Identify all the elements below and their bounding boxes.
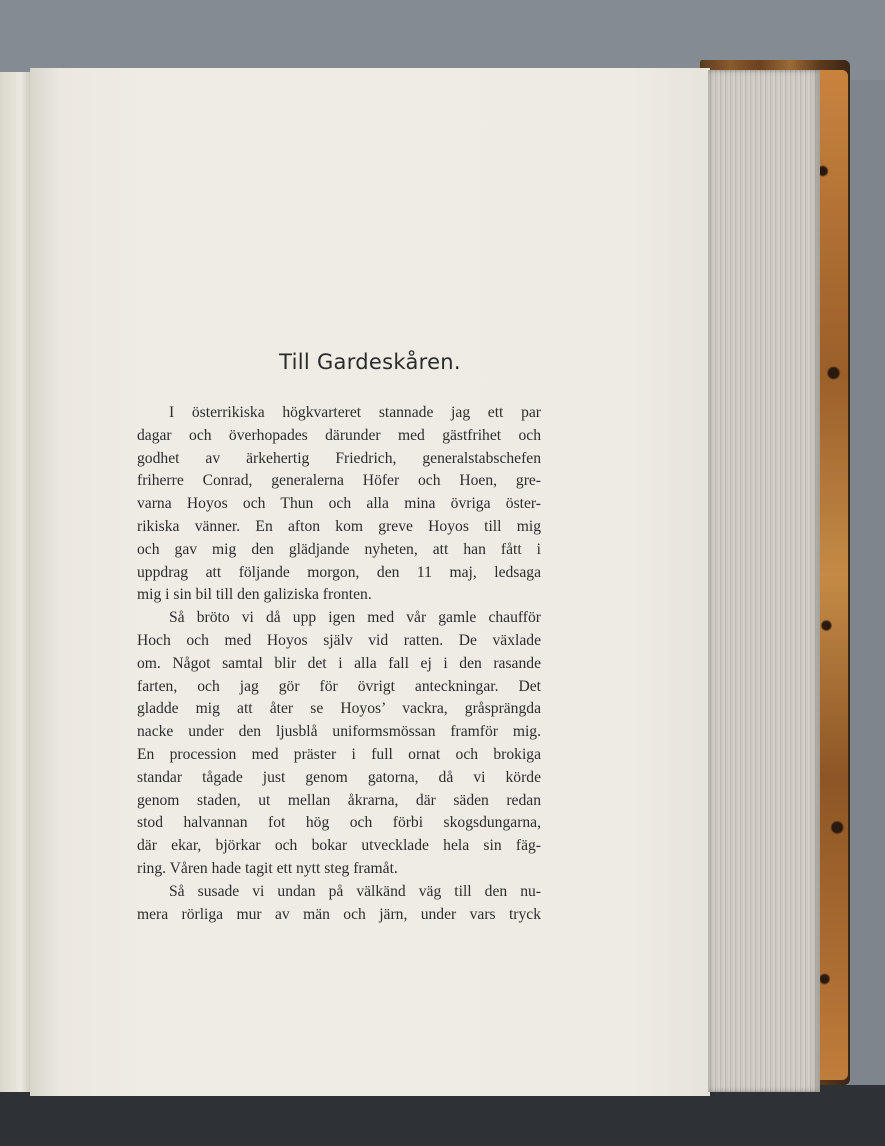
text-line: varna Hoyos och Thun och alla mina övriga öster-: [137, 495, 541, 513]
text-line: uppdrag att följande morgon, den 11 maj, ledsaga: [137, 563, 541, 581]
text-line: friherre Conrad, generalerna Höfer och Hoen, gre-: [137, 472, 541, 490]
text-line: och gav mig den glädjande nyheten, att han fått i: [137, 540, 541, 558]
text-line: Hoch och med Hoyos själv vid ratten. De växlade: [137, 631, 541, 649]
text-line: dagar och överhopades därunder med gästfrihet och: [137, 426, 541, 444]
text-line: standar tågade just genom gatorna, då vi körde: [137, 768, 541, 786]
text-line: farten, och jag gör för övrigt anteckningar. Det: [137, 677, 541, 695]
text-line: stod halvannan fot hög och förbi skogsdungarna,: [137, 814, 541, 832]
text-line: ring. Våren hade tagit ett nytt steg framåt.: [137, 859, 398, 877]
text-line: gladde mig att åter se Hoyos’ vackra, gråsprängda: [137, 700, 541, 718]
text-line: rikiska vänner. En afton kom greve Hoyos till mig: [137, 517, 541, 535]
text-line: nacke under den ljusblå uniformsmössan framför mig.: [137, 723, 541, 741]
text-line: där ekar, björkar och bokar utvecklade hela sin fäg-: [137, 837, 541, 855]
text-line: genom staden, ut mellan åkrarna, där säden redan: [137, 791, 541, 809]
text-line: Så bröto vi då upp igen med vår gamle chaufför: [169, 609, 541, 627]
text-line: godhet av ärkehertig Friedrich, generalstabschefen: [137, 449, 541, 467]
body-text: [137, 402, 541, 926]
text-line: mera rörliga mur av män och järn, under vars tryck: [137, 905, 541, 923]
page-edges: [708, 70, 820, 1092]
text-line: I österrikiska högkvarteret stannade jag ett par: [169, 404, 541, 421]
text-line: Så susade vi undan på välkänd väg till den nu-: [169, 882, 541, 900]
text-line: mig i sin bil till den galiziska fronten.: [137, 586, 372, 604]
text-line: En procession med präster i full ornat och brokiga: [137, 745, 541, 763]
chapter-title: Till Gardeskåren.: [279, 350, 461, 374]
text-line: om. Något samtal blir det i alla fall ej i den rasande: [137, 654, 541, 672]
left-page-sliver: [0, 72, 31, 1092]
